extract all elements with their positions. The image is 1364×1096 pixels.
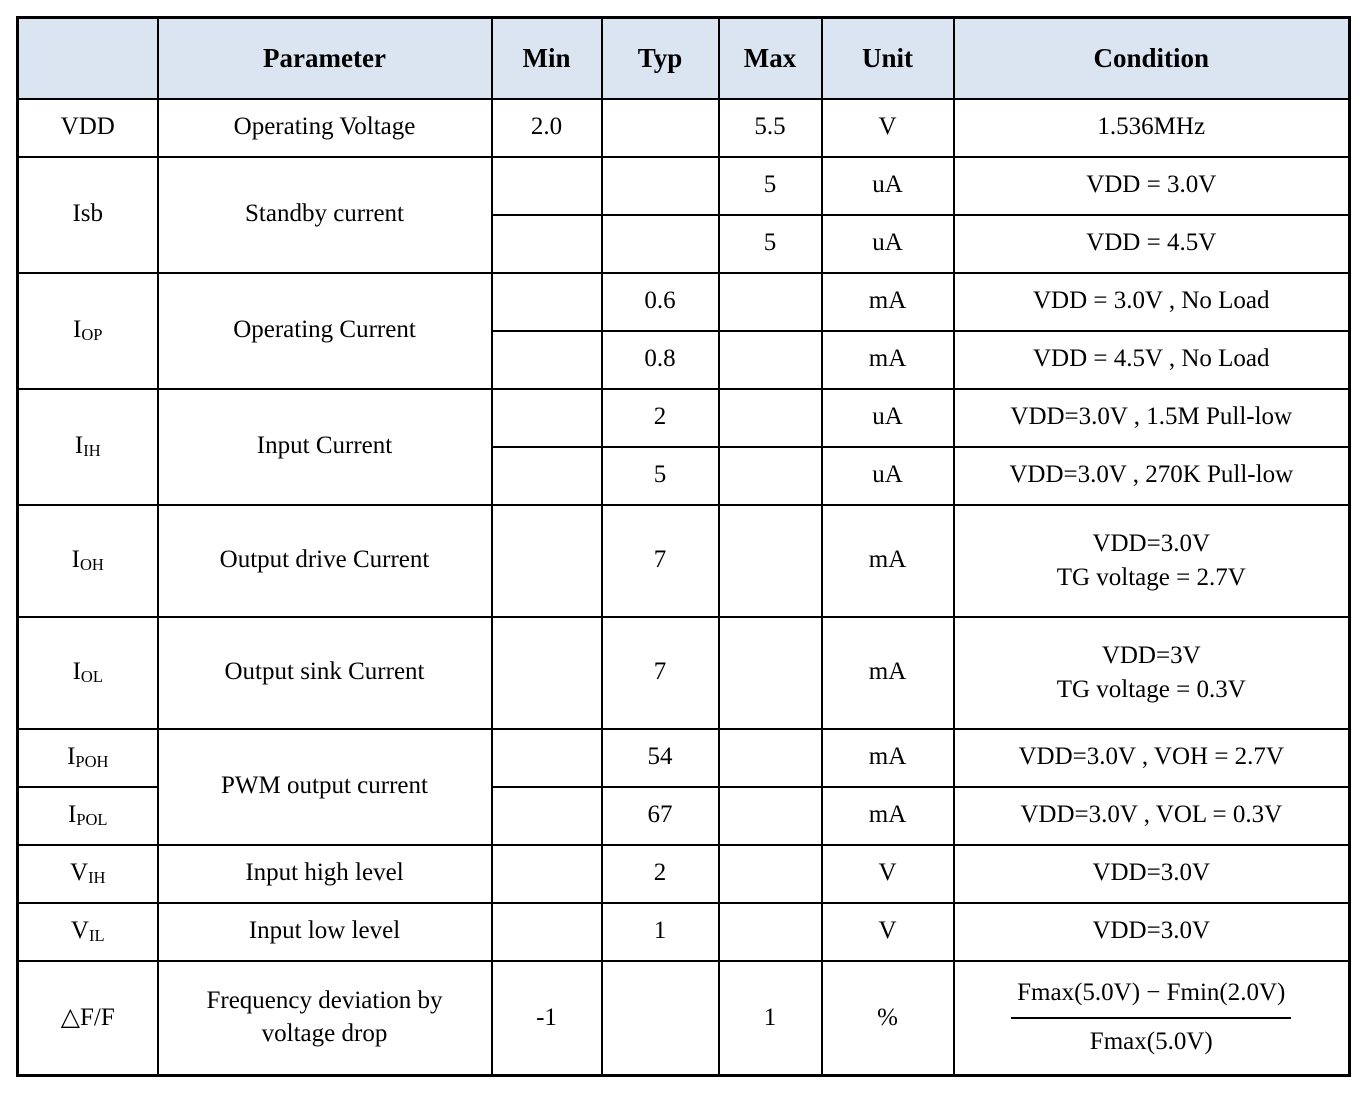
dff-min: -1 bbox=[492, 961, 602, 1076]
row-vih bbox=[18, 845, 1350, 903]
iih2-min bbox=[492, 447, 602, 505]
iih-symbol: IIH bbox=[18, 389, 158, 505]
row-vil bbox=[18, 903, 1350, 961]
iih2-unit: uA bbox=[822, 447, 954, 505]
vdd-unit: V bbox=[822, 99, 954, 157]
iop2-typ: 0.8 bbox=[602, 331, 719, 389]
ipoh-max bbox=[719, 729, 822, 787]
ioh-min bbox=[492, 505, 602, 617]
vil-unit: V bbox=[822, 903, 954, 961]
ipol-symbol: IPOL bbox=[18, 787, 158, 845]
dff-unit: % bbox=[822, 961, 954, 1076]
isb1-typ bbox=[602, 157, 719, 215]
iol-parameter: Output sink Current bbox=[158, 617, 492, 729]
isb1-min bbox=[492, 157, 602, 215]
ipoh-condition: VDD=3.0V , VOH = 2.7V bbox=[954, 729, 1350, 787]
vih-max bbox=[719, 845, 822, 903]
row-ioh bbox=[18, 505, 1350, 617]
vih-condition: VDD=3.0V bbox=[954, 845, 1350, 903]
ipol-min bbox=[492, 787, 602, 845]
row-vdd bbox=[18, 99, 1350, 157]
iop1-min bbox=[492, 273, 602, 331]
ipol-unit: mA bbox=[822, 787, 954, 845]
row-iop-1 bbox=[18, 273, 1350, 331]
iol-unit: mA bbox=[822, 617, 954, 729]
row-iih-1 bbox=[18, 389, 1350, 447]
isb2-max: 5 bbox=[719, 215, 822, 273]
iop2-max bbox=[719, 331, 822, 389]
dff-max: 1 bbox=[719, 961, 822, 1076]
vdd-parameter: Operating Voltage bbox=[158, 99, 492, 157]
fraction-denominator: Fmax(5.0V) bbox=[1089, 1027, 1213, 1055]
isb2-typ bbox=[602, 215, 719, 273]
vil-symbol: VIL bbox=[18, 903, 158, 961]
ipol-max bbox=[719, 787, 822, 845]
pwm-parameter: PWM output current bbox=[158, 729, 492, 845]
row-isb-1 bbox=[18, 157, 1350, 215]
fraction-numerator: Fmax(5.0V) − Fmin(2.0V) bbox=[1011, 977, 1291, 1019]
ioh-typ: 7 bbox=[602, 505, 719, 617]
isb1-max: 5 bbox=[719, 157, 822, 215]
iop-symbol: IOP bbox=[18, 273, 158, 389]
iih2-typ: 5 bbox=[602, 447, 719, 505]
iol-symbol: IOL bbox=[18, 617, 158, 729]
iih1-unit: uA bbox=[822, 389, 954, 447]
iop-parameter: Operating Current bbox=[158, 273, 492, 389]
ioh-symbol: IOH bbox=[18, 505, 158, 617]
header-condition: Condition bbox=[954, 18, 1350, 99]
row-iol bbox=[18, 617, 1350, 729]
header-typ: Typ bbox=[602, 18, 719, 99]
iih1-condition: VDD=3.0V , 1.5M Pull-low bbox=[954, 389, 1350, 447]
vih-parameter: Input high level bbox=[158, 845, 492, 903]
header-min: Min bbox=[492, 18, 602, 99]
isb1-unit: uA bbox=[822, 157, 954, 215]
dff-condition bbox=[954, 961, 1350, 1076]
header-parameter: Parameter bbox=[158, 18, 492, 99]
isb2-min bbox=[492, 215, 602, 273]
iol-min bbox=[492, 617, 602, 729]
header-unit: Unit bbox=[822, 18, 954, 99]
iol-condition: VDD=3V TG voltage = 0.3V bbox=[954, 617, 1350, 729]
vih-min bbox=[492, 845, 602, 903]
ioh-parameter: Output drive Current bbox=[158, 505, 492, 617]
isb1-condition: VDD = 3.0V bbox=[954, 157, 1350, 215]
iih1-typ: 2 bbox=[602, 389, 719, 447]
iop2-min bbox=[492, 331, 602, 389]
vil-typ: 1 bbox=[602, 903, 719, 961]
ipol-typ: 67 bbox=[602, 787, 719, 845]
fraction-formula bbox=[1011, 977, 1291, 1058]
vil-min bbox=[492, 903, 602, 961]
vil-max bbox=[719, 903, 822, 961]
iih2-max bbox=[719, 447, 822, 505]
ipoh-symbol: IPOH bbox=[18, 729, 158, 787]
ioh-condition: VDD=3.0V TG voltage = 2.7V bbox=[954, 505, 1350, 617]
vdd-symbol: VDD bbox=[18, 99, 158, 157]
row-dff bbox=[18, 961, 1350, 1076]
ioh-unit: mA bbox=[822, 505, 954, 617]
vih-typ: 2 bbox=[602, 845, 719, 903]
iop1-max bbox=[719, 273, 822, 331]
header-row bbox=[18, 18, 1350, 99]
isb2-unit: uA bbox=[822, 215, 954, 273]
iop1-unit: mA bbox=[822, 273, 954, 331]
ipoh-unit: mA bbox=[822, 729, 954, 787]
iop1-typ: 0.6 bbox=[602, 273, 719, 331]
row-ipoh bbox=[18, 729, 1350, 787]
iih1-min bbox=[492, 389, 602, 447]
isb-parameter: Standby current bbox=[158, 157, 492, 273]
vil-parameter: Input low level bbox=[158, 903, 492, 961]
ioh-max bbox=[719, 505, 822, 617]
iop1-condition: VDD = 3.0V , No Load bbox=[954, 273, 1350, 331]
isb2-condition: VDD = 4.5V bbox=[954, 215, 1350, 273]
iop2-unit: mA bbox=[822, 331, 954, 389]
vdd-condition: 1.536MHz bbox=[954, 99, 1350, 157]
ipoh-typ: 54 bbox=[602, 729, 719, 787]
vdd-max: 5.5 bbox=[719, 99, 822, 157]
vdd-typ bbox=[602, 99, 719, 157]
dff-symbol: △F/F bbox=[18, 961, 158, 1076]
vil-condition: VDD=3.0V bbox=[954, 903, 1350, 961]
ipoh-min bbox=[492, 729, 602, 787]
spec-table bbox=[16, 16, 1351, 1077]
iol-typ: 7 bbox=[602, 617, 719, 729]
iih1-max bbox=[719, 389, 822, 447]
header-symbol bbox=[18, 18, 158, 99]
vih-unit: V bbox=[822, 845, 954, 903]
isb-symbol: Isb bbox=[18, 157, 158, 273]
iol-max bbox=[719, 617, 822, 729]
iop2-condition: VDD = 4.5V , No Load bbox=[954, 331, 1350, 389]
iih2-condition: VDD=3.0V , 270K Pull-low bbox=[954, 447, 1350, 505]
iih-parameter: Input Current bbox=[158, 389, 492, 505]
header-max: Max bbox=[719, 18, 822, 99]
ipol-condition: VDD=3.0V , VOL = 0.3V bbox=[954, 787, 1350, 845]
vih-symbol: VIH bbox=[18, 845, 158, 903]
vdd-min: 2.0 bbox=[492, 99, 602, 157]
dff-parameter: Frequency deviation by voltage drop bbox=[158, 961, 492, 1076]
dff-typ bbox=[602, 961, 719, 1076]
